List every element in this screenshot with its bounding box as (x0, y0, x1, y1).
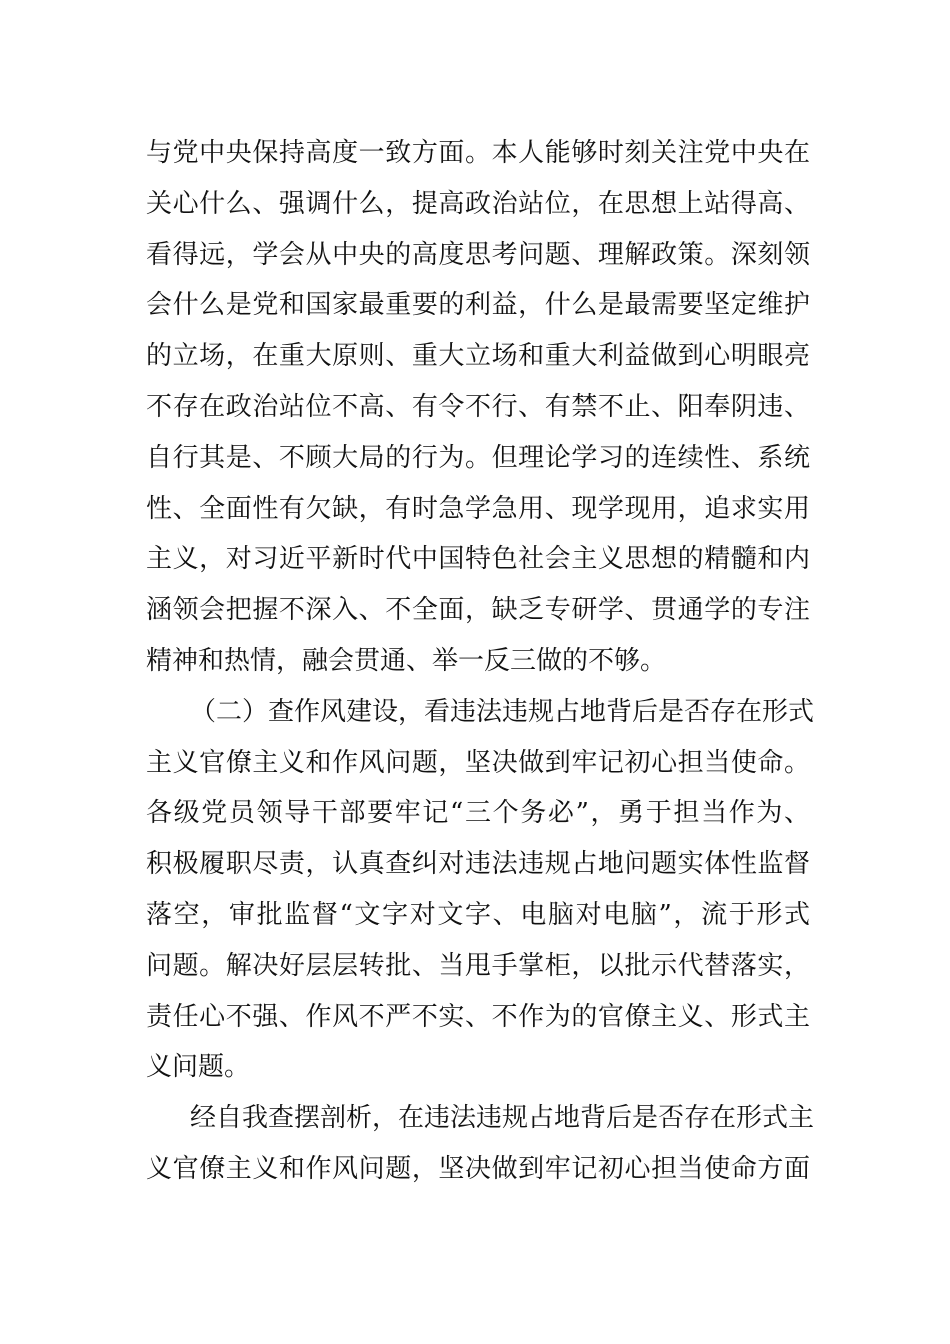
text-line: 义官僚主义和作风问题，坚决做到牢记初心担当使命方面 (146, 1153, 810, 1184)
text-line: 涵领会把握不深入、不全面，缺乏专研学、贯通学的专注 (146, 595, 810, 626)
text-line: （二）查作风建设，看违法违规占地背后是否存在形式 (190, 696, 815, 727)
text-line: 与党中央保持高度一致方面。本人能够时刻关注党中央在 (146, 138, 810, 168)
text-line: 义问题。 (146, 1052, 251, 1083)
text-line: 不存在政治站位不高、有令不行、有禁不止、阳奉阴违、 (146, 391, 810, 422)
text-line: 看得远，学会从中央的高度思考问题、理解政策。深刻领 (146, 239, 810, 270)
text-line: 关心什么、强调什么，提高政治站位，在思想上站得高、 (146, 188, 810, 219)
text-line: 自行其是、不顾大局的行为。但理论学习的连续性、系统 (146, 442, 810, 473)
document-body (146, 128, 815, 1195)
text-line: 会什么是党和国家最重要的利益，什么是最需要坚定维护 (146, 290, 810, 321)
text-line: 落空，审批监督“文字对文字、电脑对电脑”，流于形式 (146, 899, 810, 930)
paragraph-2 (146, 687, 815, 1093)
text-line: 的立场，在重大原则、重大立场和重大利益做到心明眼亮 (146, 341, 810, 372)
text-line: 积极履职尽责，认真查纠对违法违规占地问题实体性监督 (146, 849, 810, 880)
text-line: 各级党员领导干部要牢记“三个务必”，勇于担当作为、 (146, 798, 810, 829)
text-line: 问题。解决好层层转批、当甩手掌柜，以批示代替落实， (146, 950, 810, 981)
paragraph-1 (146, 128, 810, 687)
text-line: 精神和热情，融会贯通、举一反三做的不够。 (146, 645, 667, 676)
text-line: 主义，对习近平新时代中国特色社会主义思想的精髓和内 (146, 544, 810, 575)
text-line: 主义官僚主义和作风问题，坚决做到牢记初心担当使命。 (146, 747, 810, 778)
text-line: 经自我查摆剖析，在违法违规占地背后是否存在形式主 (190, 1103, 815, 1134)
text-line: 性、全面性有欠缺，有时急学急用、现学现用，追求实用 (146, 493, 810, 524)
paragraph-3 (146, 1093, 815, 1195)
text-line: 责任心不强、作风不严不实、不作为的官僚主义、形式主 (146, 1001, 810, 1032)
